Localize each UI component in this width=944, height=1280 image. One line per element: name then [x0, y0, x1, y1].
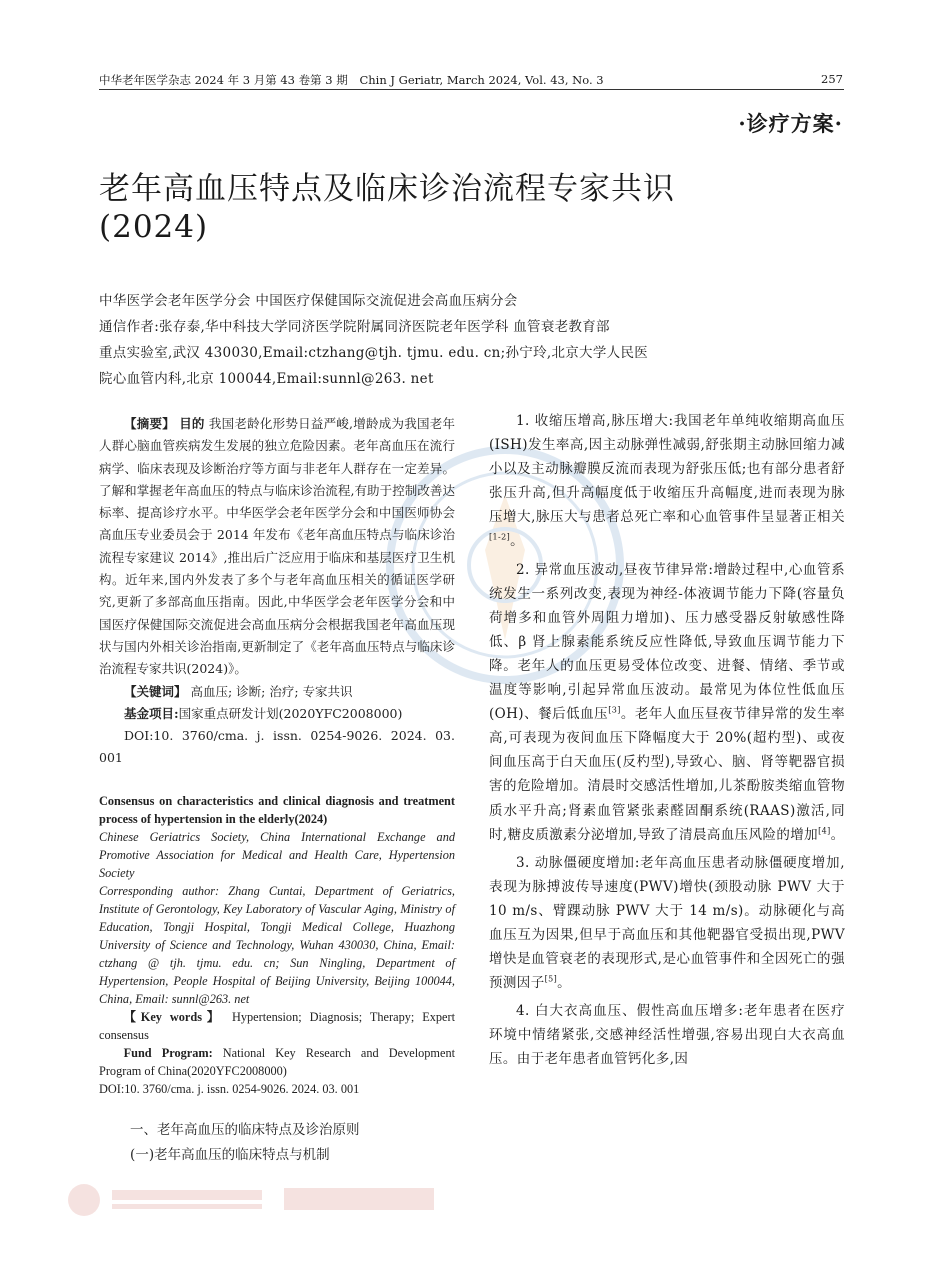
p2-mid: 。老年人血压昼夜节律异常的发生率高,可表现为夜间血压下降幅度大于 20%(超杓型)、或夜间血压高于白天血压(反杓型),导致心、脑、肾等靶器官损害的危险增加。清晨时交感活性增加,儿茶酚胺类缩血管物质水平升高;肾素血管紧张素醛固酮系统(RAAS)激活,同时,糖皮质激素分泌增加,导致了清晨高血压风险的增加 [489, 706, 845, 843]
author-block [99, 288, 739, 392]
english-fund-label: Fund Program: [123, 1045, 213, 1060]
title-line-2: (2024) [99, 209, 209, 245]
abstract-label: 【摘要】 [124, 416, 175, 431]
p3-end: 。 [557, 975, 572, 992]
running-header [99, 72, 604, 88]
keywords-label: 【关键词】 [124, 683, 187, 699]
corresponding-line-3: 院心血管内科,北京 100044,Email:sunnl@263. net [99, 371, 434, 387]
ref-1-2[interactable]: [1-2] [489, 532, 511, 542]
section-tag: ·诊疗方案· [738, 111, 843, 136]
p1-end: 。 [510, 533, 525, 550]
keywords-text: 高血压; 诊断; 治疗; 专家共识 [190, 683, 353, 699]
doi-cn: DOI:10. 3760/cma. j. issn. 0254-9026. 2024. 03. 001 [99, 728, 455, 766]
english-abstract [99, 792, 455, 1098]
journal-en: Chin J Geriatr, March 2024, Vol. 43, No. 3 [359, 73, 604, 87]
right-column [489, 409, 845, 1076]
corresponding-line-1: 通信作者:张存泰,华中科技大学同济医学院附属同济医院老年医学科 血管衰老教育部 [99, 319, 610, 335]
ref-3[interactable]: [3] [608, 705, 621, 715]
journal-cn: 中华老年医学杂志 2024 年 3 月第 43 卷第 3 期 [99, 73, 348, 87]
ref-5[interactable]: [5] [544, 974, 558, 984]
p3-text: 3. 动脉僵硬度增加:老年高血压患者动脉僵硬度增加,表现为脉搏波传导速度(PWV)增快(颈股动脉 PWV 大于 10 m/s、臂踝动脉 PWV 大于 14 m/s)。动脉硬化与高血压互为因果,但早于高血压和其他靶器官受损出现,PWV 增快是血管衰老的表现形式,是心血管事件和全因死亡的强预测因子 [489, 854, 845, 992]
title-line-1: 老年高血压特点及临床诊治流程专家共识 [99, 171, 675, 207]
body-paragraph-1 [489, 409, 845, 554]
body-paragraph-4: 4. 白大衣高血压、假性高血压增多:老年患者在医疗环境中情绪紧张,交感神经活性增强,容易出现白大衣高血压。由于老年患者血管钙化多,因 [489, 1003, 845, 1068]
page-number: 257 [821, 72, 843, 86]
section-heading-2: (一)老年高血压的临床特点与机制 [130, 1146, 330, 1163]
english-corresponding: Corresponding author: Zhang Cuntai, Department of Geriatrics, Institute of Gerontology, Key Laboratory of Vascular Aging, Ministry of Education, Tongji Hospital, Tongji Medical College, Huazhong University of Science and Technology, Wuhan 430030, China, Email: ctzhang @ tjh. tjmu. edu. cn; Sun Ningling, Department of Hypertension, People Hospital of Beijing University, Beijing 100044, China, Email: sunnl@263. net [99, 883, 455, 1006]
english-fund-text: National Key Research and Development Program of China(2020YFC2008000) [99, 1045, 456, 1078]
body-paragraph-3 [489, 851, 845, 996]
english-doi: DOI:10. 3760/cma. j. issn. 0254-9026. 2024. 03. 001 [99, 1081, 360, 1096]
article-title [99, 170, 839, 246]
p1-text: 1. 收缩压增高,脉压增大:我国老年单纯收缩期高血压(ISH)发生率高,因主动脉弹性减弱,舒张期主动脉回缩力减小以及主动脉瓣膜反流而表现为舒张压低;也有部分患者舒张压升高,但升高幅度低于收缩压升高幅度,进而表现为脉压增大,脉压大与患者总死亡率和心血管事件呈显著正相关 [489, 413, 845, 526]
english-keywords-label: 【Key words】 [123, 1009, 225, 1024]
abstract-cn [99, 413, 455, 681]
english-orgs: Chinese Geriatrics Society, China International Exchange and Promotive Association for Medical and Health Care, Hypertension Society [99, 829, 455, 880]
abstract-purpose-label: 目的 [179, 416, 205, 431]
ref-4[interactable]: [4] [818, 826, 831, 836]
p2-text: 2. 异常血压波动,昼夜节律异常:增龄过程中,心血管系统发生一系列改变,表现为神经-体液调节能力下降(容量负荷增多和血管外周阻力增加)、压力感受器反射敏感性降低、β 肾上腺素能系统反应性降低,导致血压调节能力下降。老年人的血压更易受体位改变、进餐、情绪、季节或温度等影响,引起异常血压波动。最常见为体位性低血压(OH)、餐后低血压 [489, 561, 845, 723]
english-keywords-text: Hypertension; Diagnosis; Therapy; Expert consensus [99, 1009, 456, 1042]
fund-label: 基金项目: [124, 705, 179, 721]
section-heading-1: 一、老年高血压的临床特点及诊治原则 [130, 1121, 360, 1138]
fund-cn [99, 703, 455, 725]
p2-end: 。 [830, 826, 845, 843]
body-paragraph-2 [489, 558, 845, 847]
left-column [99, 413, 455, 1168]
abstract-text: 我国老龄化形势日益严峻,增龄成为我国老年人群心脑血管疾病发生发展的独立危险因素。老年高血压在流行病学、临床表现及诊断治疗等方面与非老年人群存在一定差异。了解和掌握老年高血压的特点与临床诊治流程,有助于控制改善达标率、提高诊疗水平。中华医学会老年医学分会和中国医师协会高血压专业委员会于 2014 年发布《老年高血压特点与临床诊治流程专家建议 2014》,推出后广泛应用于临床和基层医疗卫生机构。近年来,国内外发表了多个与老年高血压相关的循证医学研究,更新了多部高血压指南。因此,中华医学会老年医学分会和中国医疗保健国际交流促进会高血压病分会根据我国老年高血压现状与国内外相关诊治指南,更新制定了《老年高血压特点与临床诊治流程专家共识(2024)》。 [99, 416, 455, 677]
corresponding-line-2: 重点实验室,武汉 430030,Email:ctzhang@tjh. tjmu. edu. cn;孙宁玲,北京大学人民医 [99, 345, 649, 361]
english-keywords [99, 1008, 455, 1044]
fund-text: 国家重点研发计划(2020YFC2008000) [178, 705, 403, 721]
english-title: Consensus on characteristics and clinical diagnosis and treatment process of hypertension in the elderly(2024) [99, 793, 455, 826]
keywords-cn [99, 681, 455, 703]
header-rule [99, 89, 844, 90]
publisher-logo-icon [64, 1180, 444, 1220]
author-orgs: 中华医学会老年医学分会 中国医疗保健国际交流促进会高血压病分会 [99, 293, 518, 309]
english-fund [99, 1044, 455, 1080]
